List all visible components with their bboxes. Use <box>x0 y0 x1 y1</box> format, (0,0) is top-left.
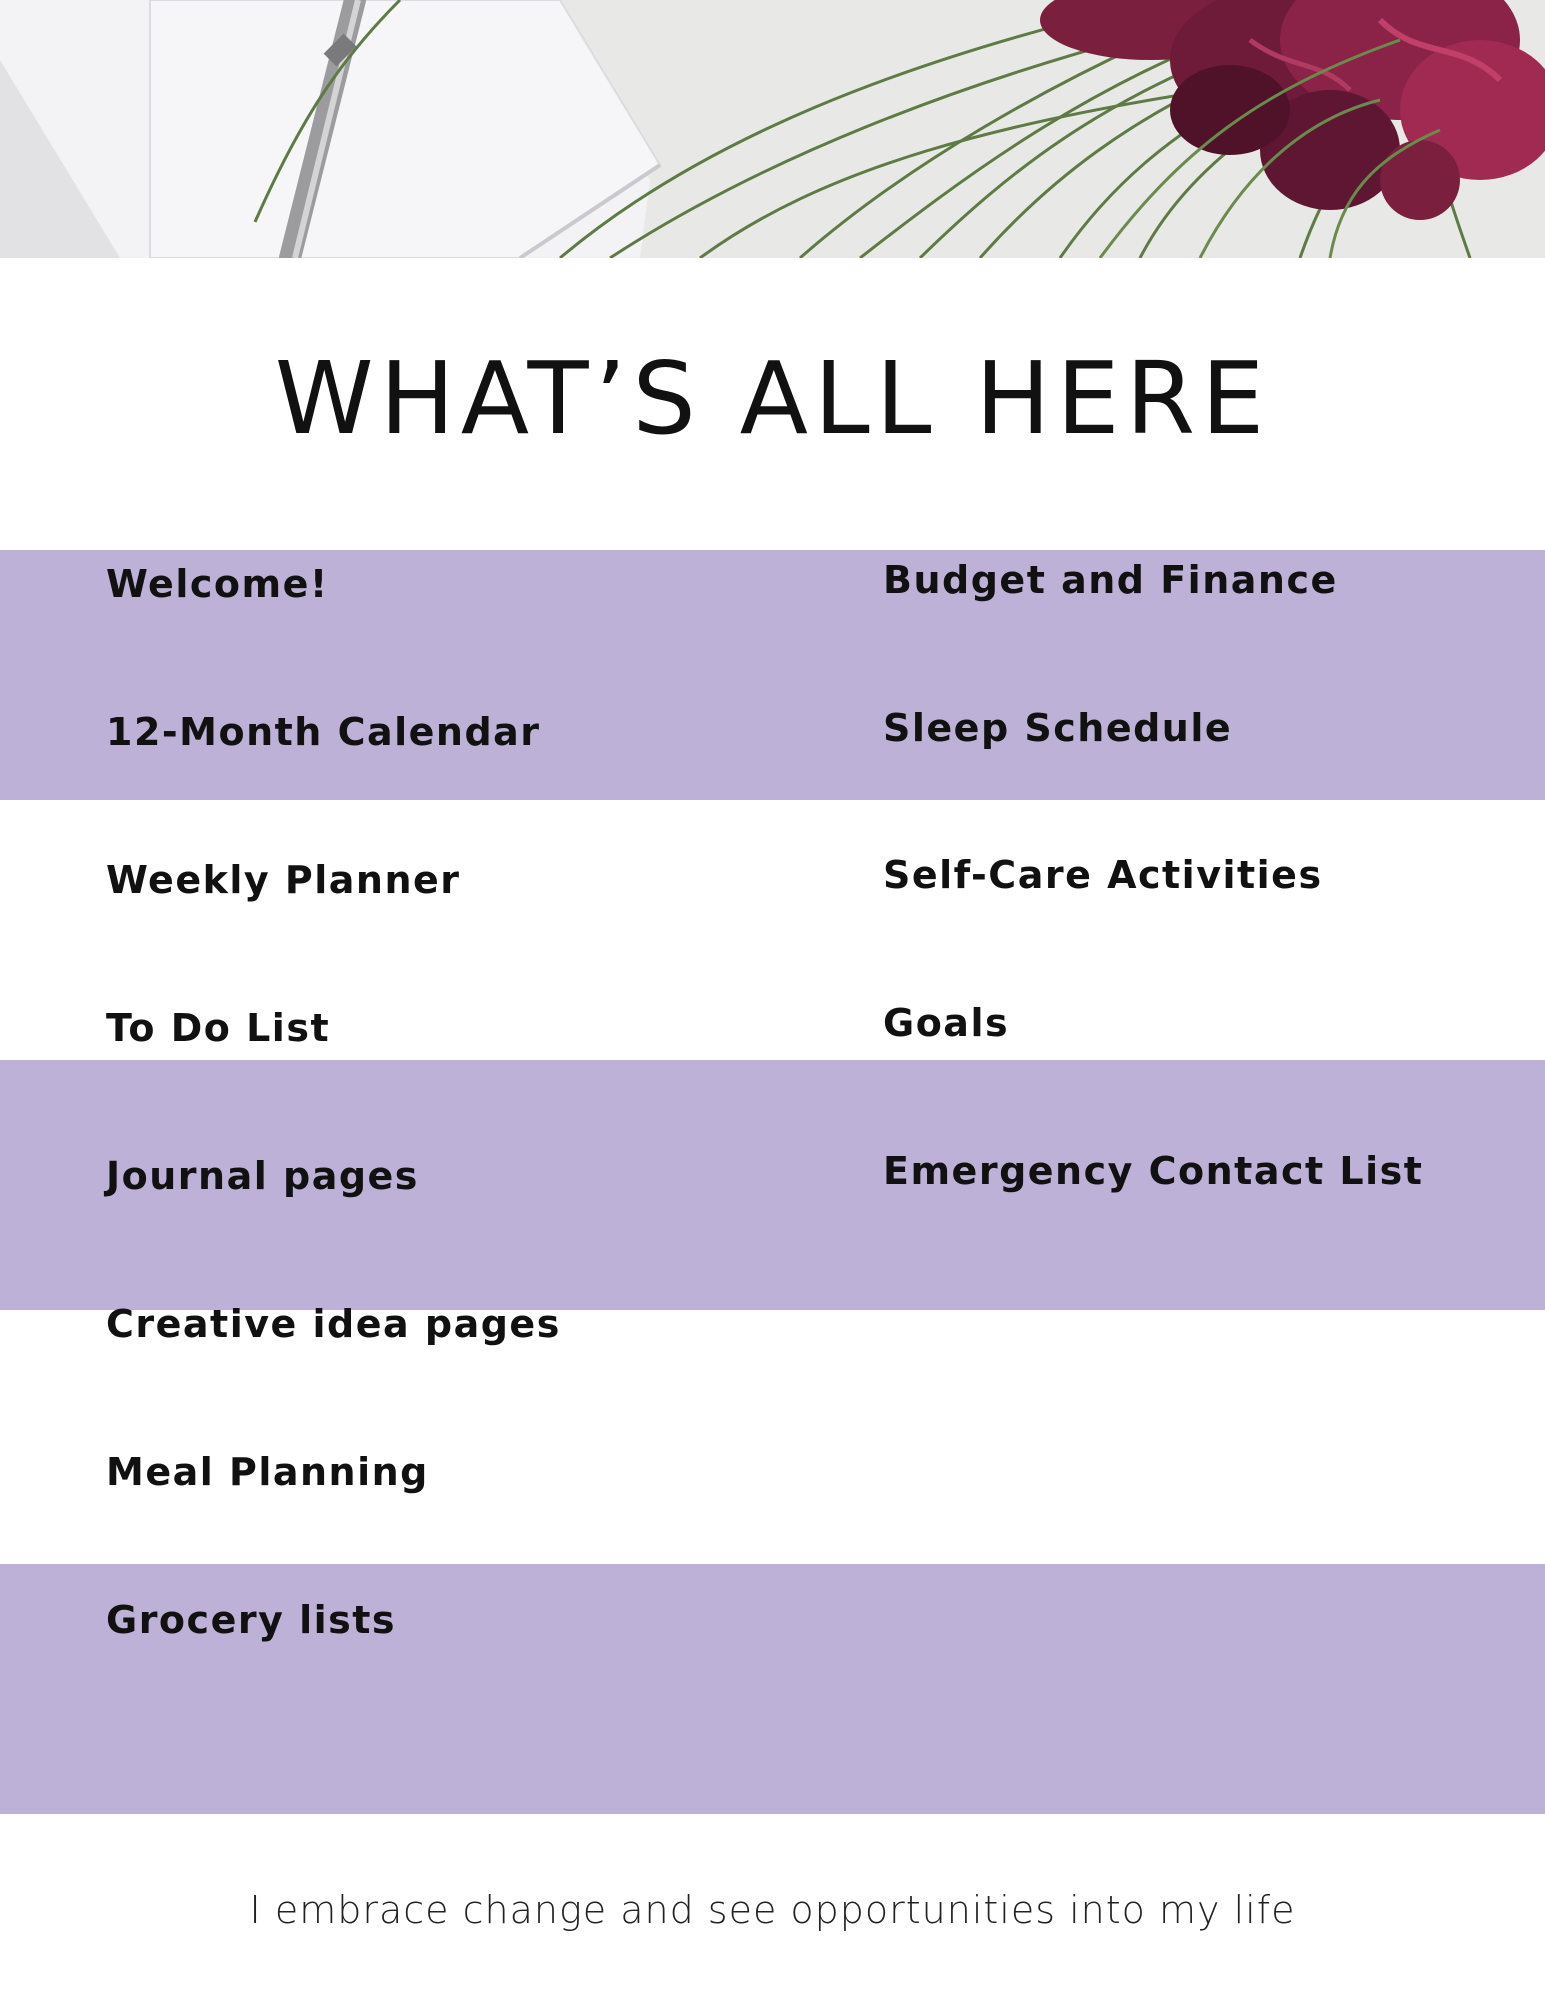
contents-item-creative-idea-pages: Creative idea pages <box>106 1302 561 1346</box>
contents-item-todo-list: To Do List <box>106 1006 331 1050</box>
contents-item-calendar: 12-Month Calendar <box>106 710 541 754</box>
contents-item-self-care: Self-Care Activities <box>883 853 1323 897</box>
contents-item-weekly-planner: Weekly Planner <box>106 858 461 902</box>
contents-item-budget: Budget and Finance <box>883 558 1338 602</box>
contents-item-meal-planning: Meal Planning <box>106 1450 429 1494</box>
contents-item-sleep-schedule: Sleep Schedule <box>883 706 1233 750</box>
header-photo <box>0 0 1545 258</box>
page-title: WHAT’S ALL HERE <box>274 340 1271 457</box>
contents-item-goals: Goals <box>883 1001 1010 1045</box>
contents-item-grocery-lists: Grocery lists <box>106 1598 397 1642</box>
affirmation-footer: I embrace change and see opportunities into my life <box>249 1888 1296 1932</box>
contents-item-welcome: Welcome! <box>106 562 329 606</box>
contents-item-journal-pages: Journal pages <box>106 1154 419 1198</box>
contents-item-emergency-contacts: Emergency Contact List <box>883 1149 1424 1193</box>
